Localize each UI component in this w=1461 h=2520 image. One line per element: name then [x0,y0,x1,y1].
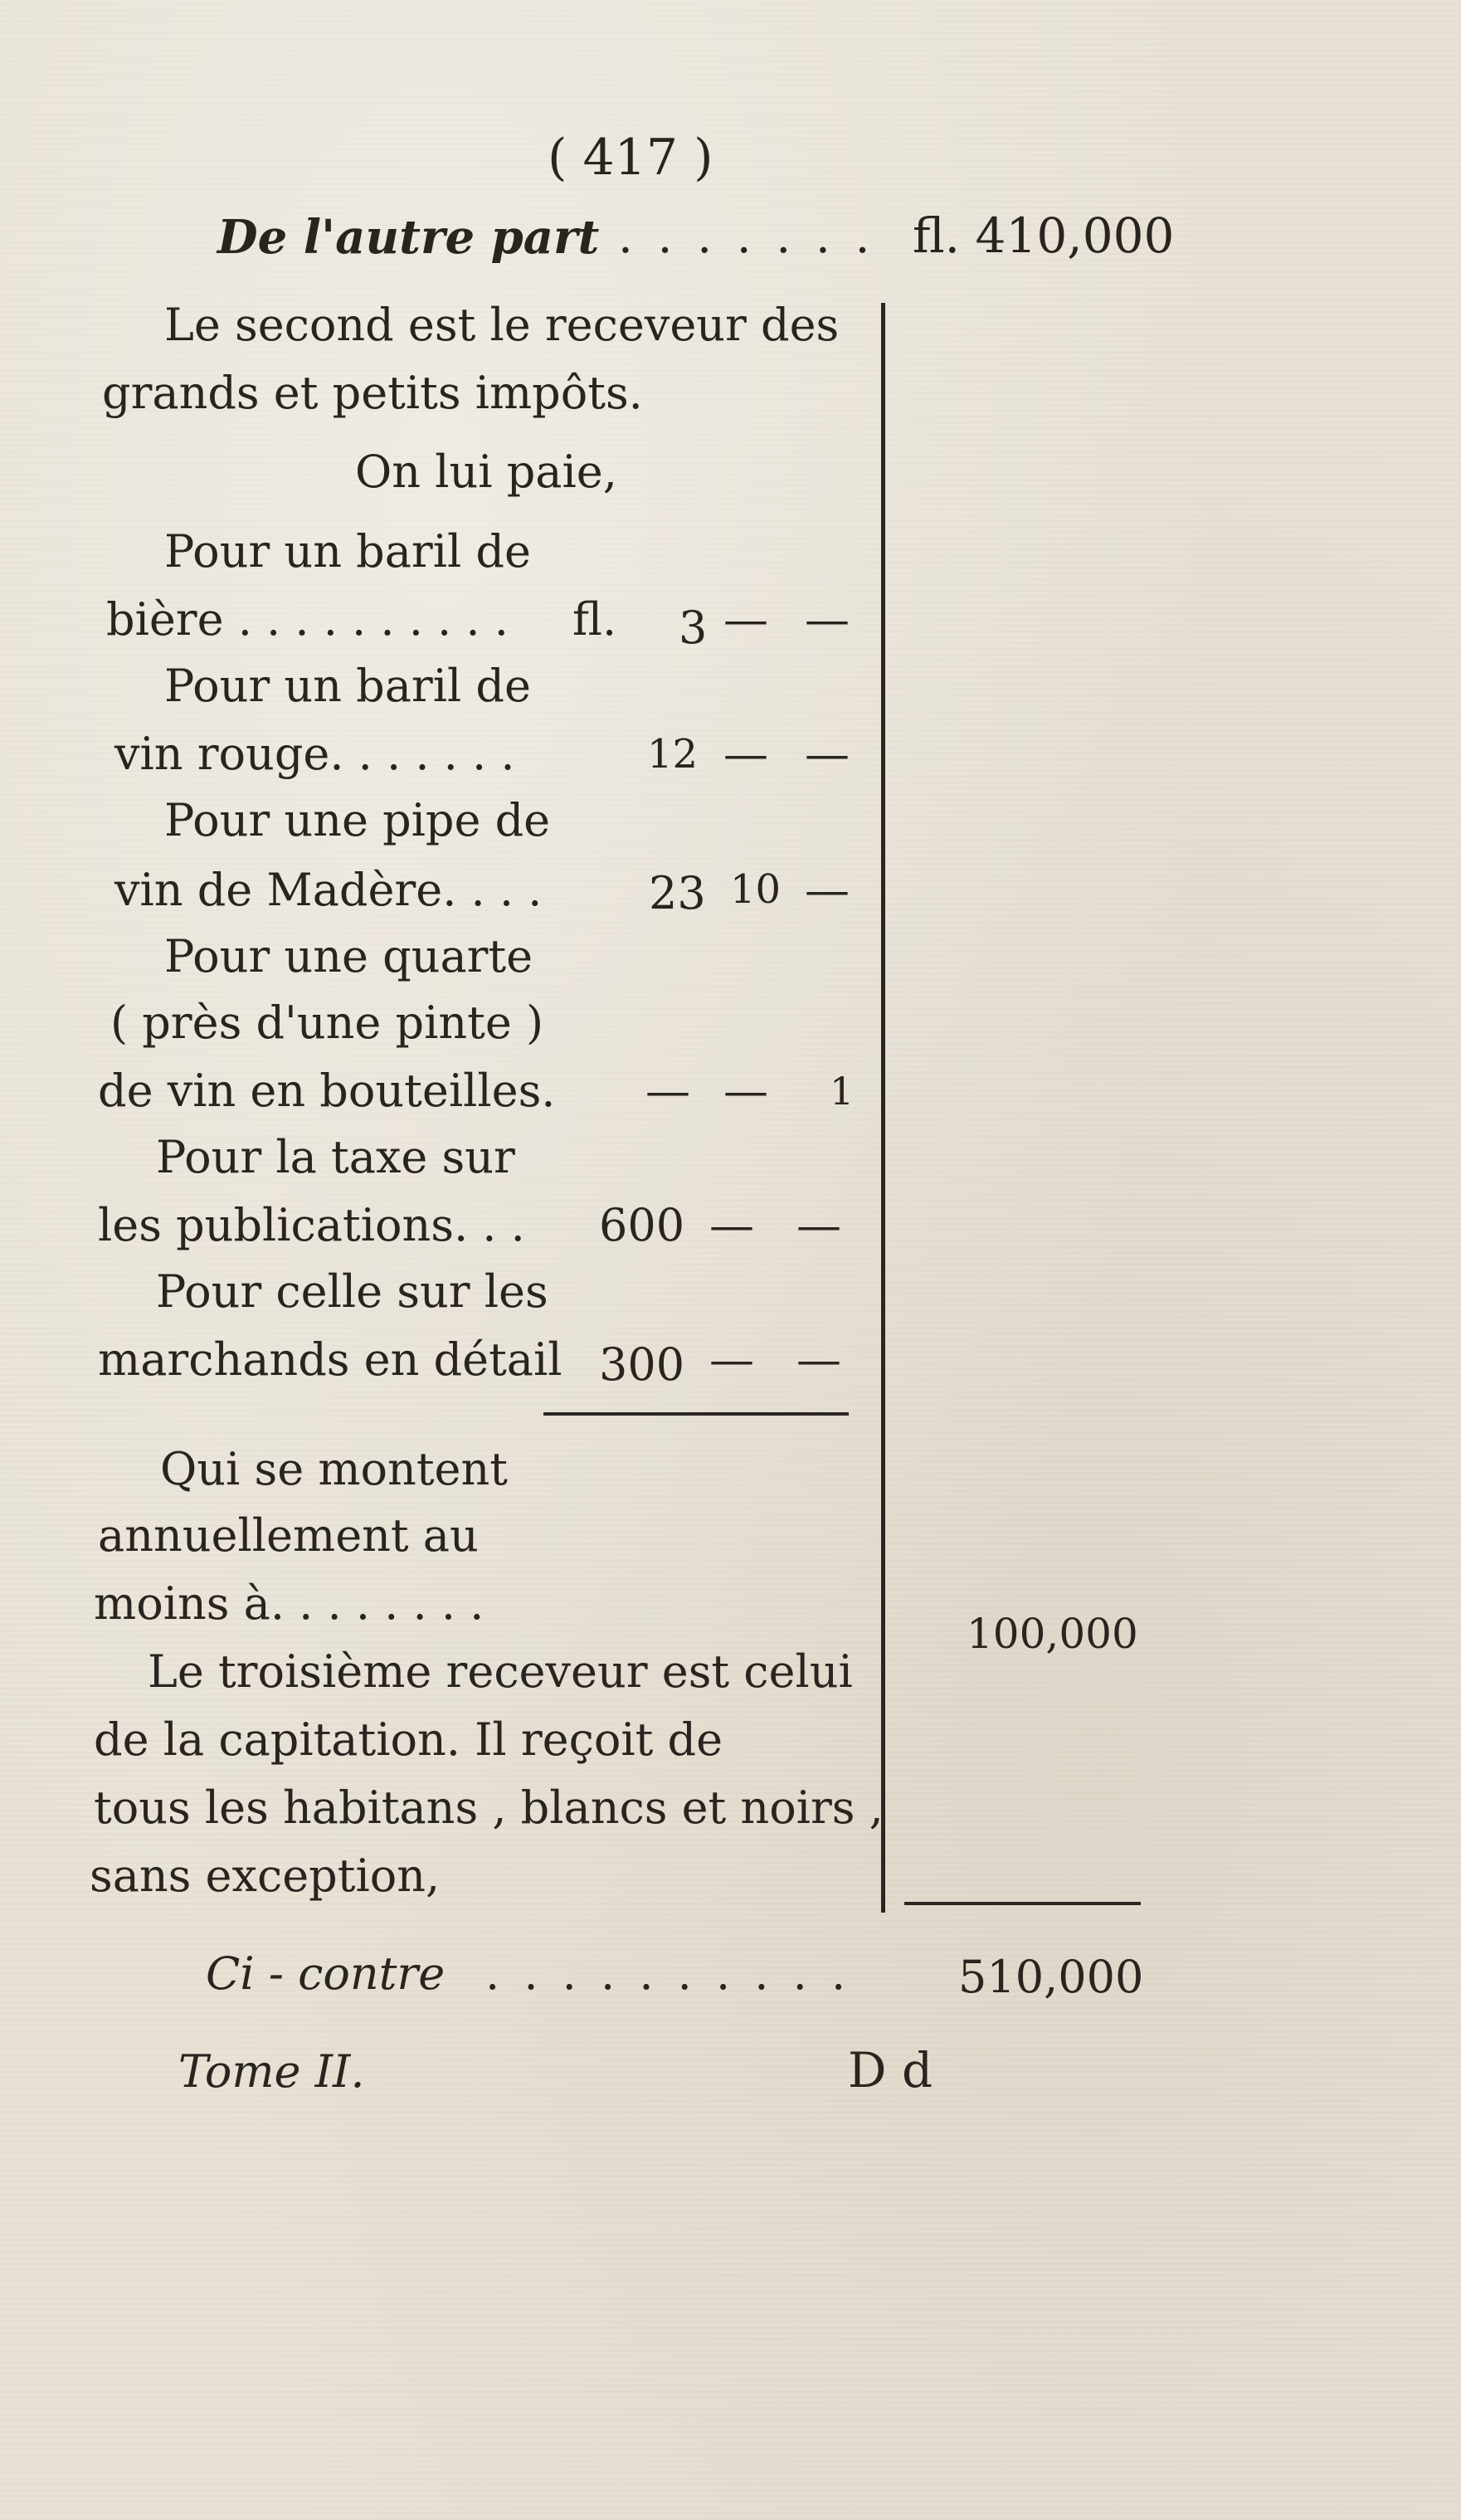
item-1-sous: — [723,593,768,646]
item-4-line-1: Pour une quarte [164,930,533,982]
item-5-sous: — [709,1199,754,1251]
carry-over-dots: . . . . . . . . . . [485,1947,851,2000]
carry-label: De l'autre part [217,210,600,265]
item-3-line-1: Pour une pipe de [164,794,551,846]
item-5-deniers: — [796,1199,841,1251]
item-4-line-2: de vin en bouteilles. [98,1065,556,1117]
item-6-line-2: marchands en détail [98,1333,562,1386]
item-2-line-2: vin rouge. . . . . . . [114,728,515,780]
sum-rule [543,1412,849,1416]
item-3-deniers: — [805,864,850,916]
item-6-line-1: Pour celle sur les [156,1265,548,1318]
page-number: ( 417 ) [548,129,713,187]
total-line-3: moins à. . . . . . . . [94,1577,485,1630]
item-4-line-1b: ( près d'une pinte ) [110,997,544,1049]
total-amount: 100,000 [967,1610,1138,1658]
item-1-deniers: — [805,593,850,646]
item-3-florins: 23 [649,867,706,919]
total-line-2: annuellement au [98,1509,479,1562]
signature-mark: D d [848,2042,933,2098]
third-line-1: Le troisième receveur est celui [148,1645,853,1698]
item-2-florins: 12 [647,731,699,777]
item-4-deniers: 1 [830,1069,855,1114]
item-5-florins: 600 [599,1199,685,1251]
item-5-line-2: les publications. . . [98,1199,525,1251]
item-2-deniers: — [805,728,850,780]
third-line-2: de la capitation. Il reçoit de [94,1713,723,1766]
carry-over-label: Ci - contre [206,1947,446,2000]
volume-label: Tome II. [178,2045,365,2098]
item-4-sous: — [723,1065,768,1117]
item-1-florins: 3 [679,602,708,654]
item-6-florins: 300 [599,1338,685,1391]
item-1-currency: fl. [572,593,617,646]
amount-rule [904,1902,1141,1905]
item-6-sous: — [709,1333,754,1386]
item-2-line-1: Pour un baril de [164,660,531,712]
carry-over-amount: 510,000 [958,1951,1144,2003]
column-rule [881,303,885,1913]
item-5-line-1: Pour la taxe sur [156,1131,515,1183]
total-line-1: Qui se montent [160,1443,508,1495]
third-line-3: tous les habitans , blancs et noirs , [94,1782,884,1834]
carry-dots: . . . . . . . [618,210,875,264]
item-6-deniers: — [796,1333,841,1386]
carry-amount: fl. 410,000 [913,207,1175,264]
intro-line-1: Le second est le receveur des [164,299,840,351]
item-4-florins: — [645,1065,690,1117]
item-3-line-2: vin de Madère. . . . [114,864,543,916]
item-3-sous: 10 [730,866,782,913]
third-line-4: sans exception, [90,1850,441,1902]
item-1-line-2: bière . . . . . . . . . . [106,593,509,646]
intro-line-3: On lui paie, [355,446,617,498]
intro-line-2: grands et petits impôts. [102,367,643,419]
item-2-sous: — [723,728,768,780]
item-1-line-1: Pour un baril de [164,525,531,578]
